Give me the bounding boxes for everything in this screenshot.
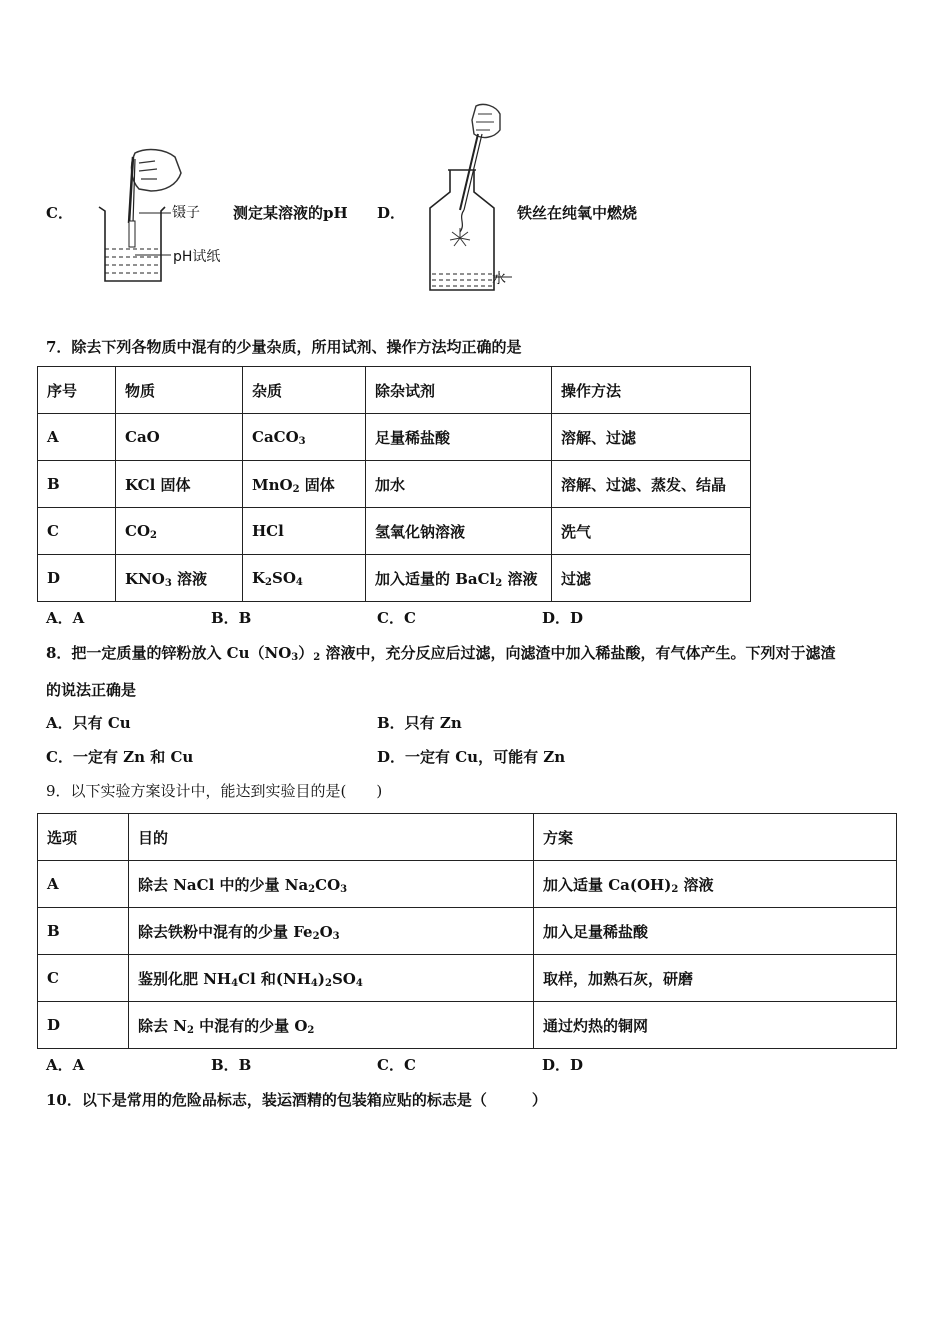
q7-cell-id: B (38, 461, 116, 508)
table-row (38, 555, 751, 602)
q7-choice-b[interactable]: B．B (211, 609, 252, 627)
q7-header-substance: 物质 (116, 367, 243, 414)
q7-cell-reagent: 加水 (366, 461, 552, 508)
q7-header-reagent: 除杂试剂 (366, 367, 552, 414)
q7-choice-a[interactable]: A．A (46, 609, 85, 627)
q7-header-method: 操作方法 (552, 367, 751, 414)
q7-cell-impurity: $K_2SO_4$ (243, 555, 366, 602)
q7-cell-impurity: CaCO$_3$ (243, 414, 366, 461)
water-label: 水 (492, 271, 506, 287)
q7-cell-substance: $CO_2$ (116, 508, 243, 555)
tweezers-label: 镊子 (172, 205, 200, 221)
q7-cell-impurity: HCl (243, 508, 366, 555)
table-row (38, 367, 751, 414)
q7-cell-reagent: 加入适量的 BaCl$_2$ 溶液 (366, 555, 552, 602)
table-row (38, 414, 751, 461)
q9-cell-plan: 加入足量稀盐酸 (534, 908, 897, 955)
q6-option-d-desc: 铁丝在纯氧中燃烧 (517, 204, 638, 222)
q6-option-d-letter: D． (377, 204, 406, 222)
q9-cell-plan: 加入适量 $Ca(OH)_2$ 溶液 (534, 861, 897, 908)
ph-paper-label: pH试纸 (173, 249, 221, 265)
q7-stem: 7．除去下列各物质中混有的少量杂质，所用试剂、操作方法均正确的是 (46, 338, 522, 356)
q7-cell-impurity: MnO$_2$ 固体 (243, 461, 366, 508)
iron-wire-burning-figure (420, 100, 520, 295)
q8-stem-line1: 8．把一定质量的锌粉放入 $Cu(NO_3)_2$ 溶液中，充分反应后过滤，向滤渣中加入稀盐酸，有气体产生。下列对于滤渣 (46, 644, 836, 663)
q9-cell-id: B (38, 908, 129, 955)
q10-stem: 10．以下是常用的危险品标志，装运酒精的包装箱应贴的标志是（ ） (46, 1091, 547, 1109)
q7-cell-method: 溶解、过滤 (552, 414, 751, 461)
q9-cell-goal: 除去 NaCl 中的少量 $Na_2CO_3$ (129, 861, 534, 908)
q8-option-c[interactable]: C．一定有 Zn 和 Cu (46, 748, 194, 766)
q9-cell-plan: 通过灼热的铜网 (534, 1002, 897, 1049)
q9-cell-id: D (38, 1002, 129, 1049)
q9-stem: 9．以下实验方案设计中，能达到实验目的是( ) (46, 782, 383, 800)
q6-option-c-desc: 测定某溶液的pH (233, 204, 348, 222)
q9-header-goal: 目的 (129, 814, 534, 861)
q8-option-d[interactable]: D．一定有 Cu，可能有 Zn (377, 748, 566, 766)
q9-choice-b[interactable]: B．B (211, 1056, 252, 1074)
table-row (38, 814, 897, 861)
q7-cell-id: C (38, 508, 116, 555)
q7-choice-c[interactable]: C．C (377, 609, 416, 627)
q9-cell-id: A (38, 861, 129, 908)
q7-cell-reagent: 氢氧化钠溶液 (366, 508, 552, 555)
q7-cell-substance: KCl 固体 (116, 461, 243, 508)
q9-cell-goal: 除去 $N_2$ 中混有的少量 $O_2$ (129, 1002, 534, 1049)
q9-cell-goal: 鉴别化肥 $NH_4Cl$ 和$(NH_4)_2SO_4$ (129, 955, 534, 1002)
q9-cell-id: C (38, 955, 129, 1002)
table-row (38, 955, 897, 1002)
q7-cell-method: 溶解、过滤、蒸发、结晶 (552, 461, 751, 508)
q7-header-impurity: 杂质 (243, 367, 366, 414)
q7-choice-d[interactable]: D．D (542, 609, 584, 627)
q9-cell-plan: 取样，加熟石灰，研磨 (534, 955, 897, 1002)
q9-cell-goal: 除去铁粉中混有的少量 $Fe_2O_3$ (129, 908, 534, 955)
q7-cell-substance: $KNO_3$ 溶液 (116, 555, 243, 602)
table-row (38, 461, 751, 508)
q7-cell-reagent: 足量稀盐酸 (366, 414, 552, 461)
q9-choice-a[interactable]: A．A (46, 1056, 85, 1074)
q7-cell-method: 过滤 (552, 555, 751, 602)
q6-option-c-letter: C． (46, 204, 73, 222)
q7-cell-method: 洗气 (552, 508, 751, 555)
q8-option-a[interactable]: A．只有 Cu (46, 714, 131, 732)
table-row (38, 861, 897, 908)
table-row (38, 508, 751, 555)
table-row (38, 908, 897, 955)
q9-header-option: 选项 (38, 814, 129, 861)
q9-choice-d[interactable]: D．D (542, 1056, 584, 1074)
q7-cell-id: A (38, 414, 116, 461)
q8-option-b[interactable]: B．只有 Zn (377, 714, 462, 732)
q7-table (37, 366, 751, 602)
q7-header-id: 序号 (38, 367, 116, 414)
q9-table (37, 813, 897, 1049)
q7-cell-id: D (38, 555, 116, 602)
q8-stem-line2: 的说法正确是 (46, 681, 137, 699)
q9-header-plan: 方案 (534, 814, 897, 861)
table-row (38, 1002, 897, 1049)
q7-cell-substance: CaO (116, 414, 243, 461)
q9-choice-c[interactable]: C．C (377, 1056, 416, 1074)
